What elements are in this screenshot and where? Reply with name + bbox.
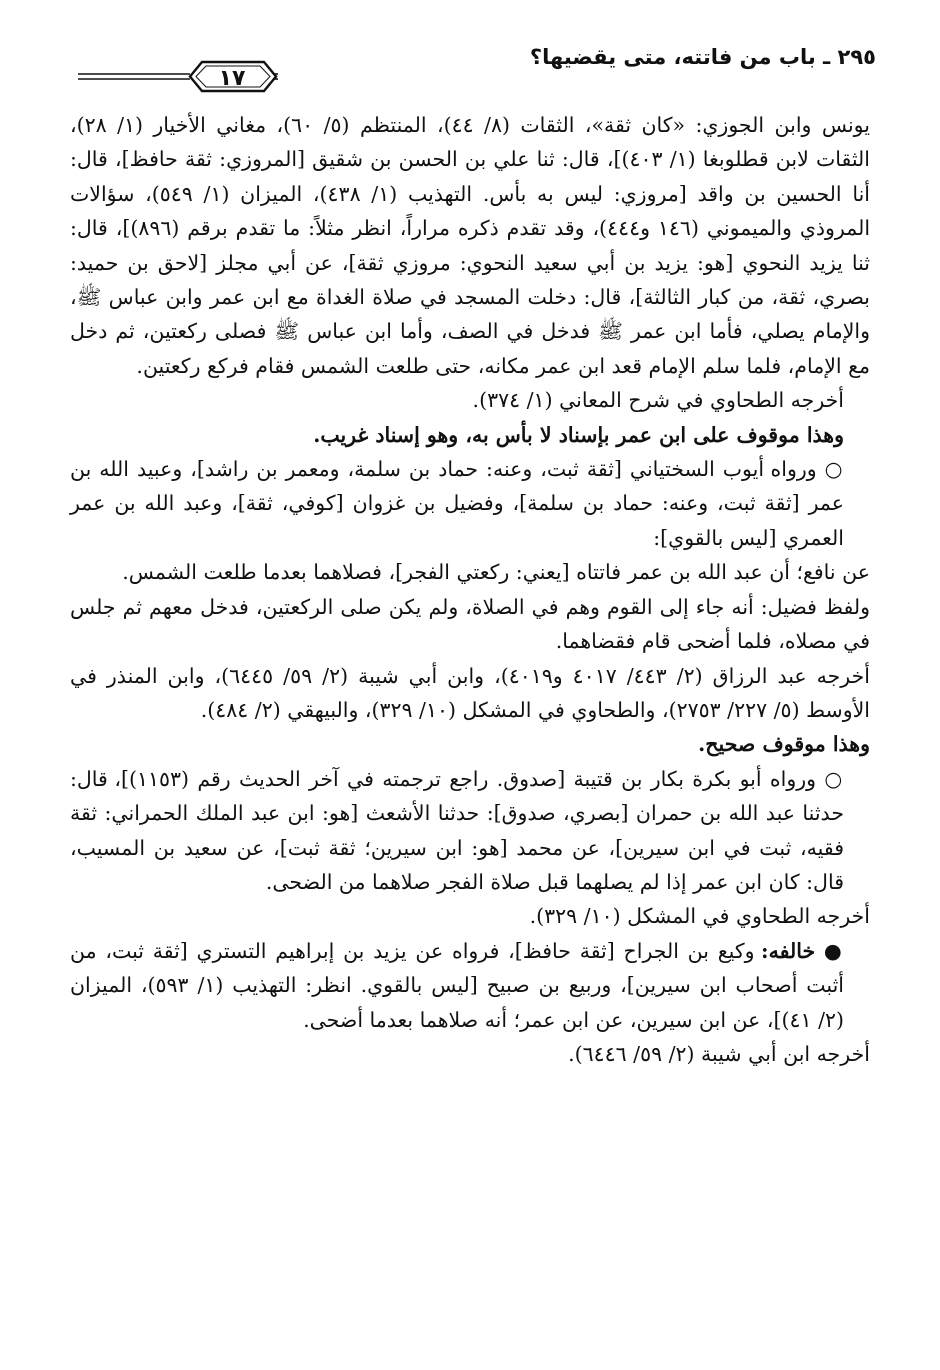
page-header: [78, 42, 876, 91]
paragraph-bold: وهذا موقوف صحيح.: [698, 732, 870, 757]
paragraph-bold: وهذا موقوف على ابن عمر بإسناد لا بأس به، وهو إسناد غريب.: [313, 422, 844, 447]
lead-term: خالفه:: [761, 938, 816, 963]
paragraph-text: وكيع بن الجراح [ثقة حافظ]، فرواه عن يزيد بن إبراهيم التستري [ثقة ثبت، من أثبت أصحاب ابن سيرين]، وربيع بن صبيح [ليس بالقوي. انظر: التهذيب (١/ ٥٩٣)، الميزان (٢/ ٤١)]، عن ابن سيرين، عن ابن عمر؛ أنه صلاهما بعدما أضحى.: [70, 938, 844, 1032]
running-title: ٢٩٥ ـ باب من فاتته، متى يقضيها؟: [529, 45, 876, 69]
paragraph-open-bullet: ○ ورواه أبو بكرة بكار بن قتيبة [صدوق. راجع ترجمته في آخر الحديث رقم (١١٥٣)]، قال: حدثنا عبد الله بن حمران [بصري، صدوق]: حدثنا الأشعث [هو: ابن عبد الملك الحمراني: ثقة فقيه، ثبت في ابن سيرين]، عن محمد [هو: ابن سيرين؛ ثقة ثبت]، عن سعيد بن المسيب، قال: كان ابن عمر إذا لم يصلهما قبل صلاة الفجر صلاهما من الضحى.: [70, 762, 870, 900]
page-body: [70, 108, 870, 1071]
paragraph-open-bullet: ○ ورواه أيوب السختياني [ثقة ثبت، وعنه: حماد بن سلمة، ومعمر بن راشد]، وعبيد الله بن عمر [ثقة ثبت، وعنه: حماد بن سلمة]، وفضيل بن غزوان [كوفي، ثقة]، وعبد الله بن عمر العمري [ليس بالقوي]:: [70, 452, 870, 555]
paragraph: ولفظ فضيل: أنه جاء إلى القوم وهم في الصلاة، ولم يكن صلى الركعتين، فدخل معهم ثم جلس في مصلاه، فلما أضحى قام فقضاهما.: [70, 594, 870, 654]
paragraph: عن نافع؛ أن عبد الله بن عمر فاتتاه [يعني: ركعتي الفجر]، فصلاهما بعدما طلعت الشمس.: [122, 560, 870, 585]
paragraph: أخرجه الطحاوي في المشكل (١٠/ ٣٢٩).: [529, 904, 870, 929]
paragraph: يونس وابن الجوزي: «كان ثقة»، الثقات (٨/ ٤٤)، المنتظم (٥/ ٦٠)، مغاني الأخيار (١/ ٢٨)، الثقات لابن قطلوبغا (١/ ٤٠٣)]، قال: ثنا علي بن الحسن بن شقيق [المروزي: ثقة حافظ]، قال: أنا الحسين بن واقد [مروزي: ليس به بأس. التهذيب (١/ ٤٣٨)، الميزان (١/ ٥٤٩)، سؤالات المروذي والميموني (١٤٦ و٤٤٤)، وقد تقدم ذكره مراراً، انظر مثلاً: ما تقدم برقم (٨٩٦)]، قال: ثنا يزيد النحوي [هو: يزيد بن أبي سعيد النحوي: مروزي ثقة]، عن أبي مجلز [لاحق بن حميد: بصري، ثقة، من كبار الثالثة]، قال: دخلت المسجد في صلاة الغداة مع ابن عمر وابن عباس ﷺ، والإمام يصلي، فأما ابن عمر ﷺ فدخل في الصف، وأما ابن عباس ﷺ فصلى ركعتين، ثم دخل مع الإمام، فلما سلم الإمام قعد ابن عمر مكانه، حتى طلعت الشمس فقام فركع ركعتين.: [70, 113, 871, 378]
paragraph: أخرجه عبد الرزاق (٢/ ٤٤٣/ ٤٠١٧ و٤٠١٩)، وابن أبي شيبة (٢/ ٥٩/ ٦٤٤٥)، وابن المنذر في الأوسط (٥/ ٢٢٧/ ٢٧٥٣)، والطحاوي في المشكل (١٠/ ٣٢٩)، والبيهقي (٢/ ٤٨٤).: [70, 663, 870, 722]
paragraph: أخرجه ابن أبي شيبة (٢/ ٥٩/ ٦٤٤٦).: [568, 1041, 870, 1066]
page-number-ornament: [78, 60, 278, 100]
paragraph-filled-bullet: [70, 934, 870, 1037]
paragraph: أخرجه الطحاوي في شرح المعاني (١/ ٣٧٤).: [472, 388, 844, 413]
page-number: ١٧: [218, 66, 246, 91]
